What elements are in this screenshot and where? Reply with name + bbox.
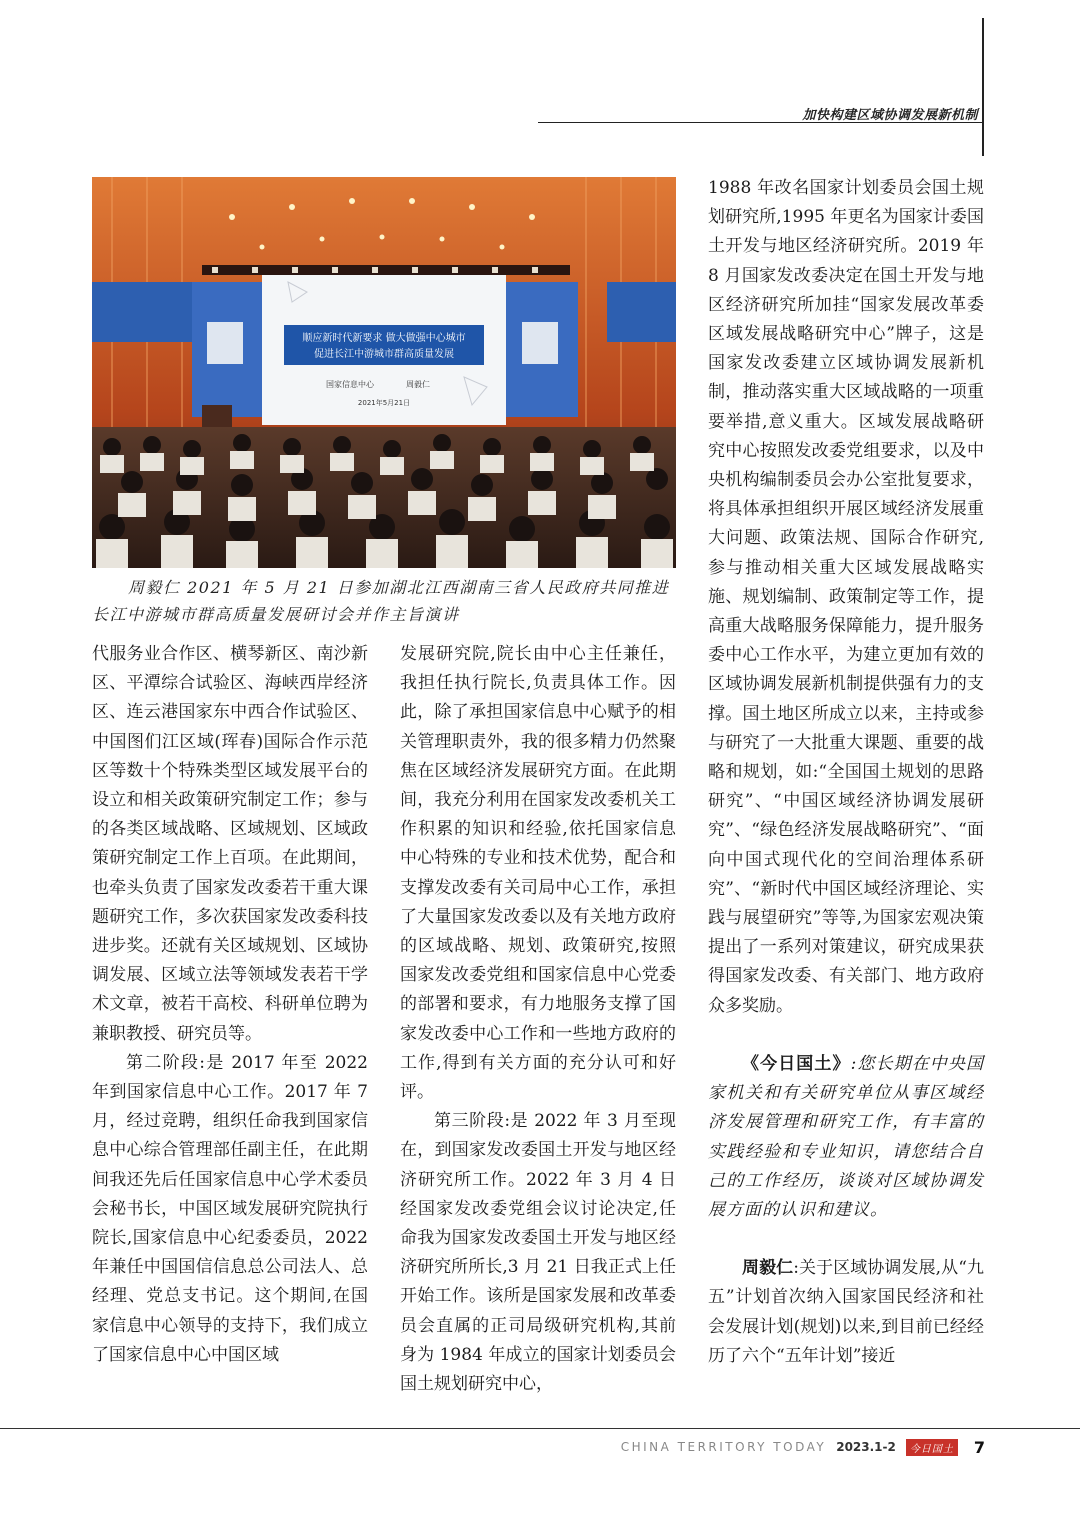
screen-date: 2021年5月21日 xyxy=(357,399,411,407)
paragraph: 第三阶段:是 2022 年 3 月至现在，到国家发改委国土开发与地区经济研究所工作。2022 年 3 月 4 日经国家发改委党组会议讨论决定,任命我为国家发改委国土开发与地区经济研究所所长,3 月 21 日我正式上任开始工作。该所是国家发展和改革委员会直属的正司局级研究机构,其前身为 1984 年成立的国家计划委员会国土规划研究中心， xyxy=(400,1111,676,1395)
text-column-1 xyxy=(92,640,368,1370)
paragraph: 发展研究院,院长由中心主任兼任，我担任执行院长,负责具体工作。因此，除了承担国家信息中心赋予的相关管理职责外，我的很多精力仍然聚焦在区域经济发展研究方面。在此期间，我充分利用在国家发改委机关工作积累的知识和经验,依托国家信息中心特殊的专业和技术优势，配合和支撑发改委有关司局中心工作，承担了大量国家发改委以及有关地方政府的区域战略、规划、政策研究,按照国家发改委党组和国家信息中心党委的部署和要求，有力地服务支撑了国家发改委中心工作和一些地方政府的工作,得到有关方面的充分认可和好评。 xyxy=(400,644,676,1103)
screen-speaker: 周毅仁 xyxy=(406,380,430,389)
page-number: 7 xyxy=(973,1437,985,1457)
section-header: 加快构建区域协调发展新机制 xyxy=(802,108,978,123)
paragraph-spacer xyxy=(708,1225,984,1254)
paragraph: 代服务业合作区、横琴新区、南沙新区、平潭综合试验区、海峡西岸经济区、连云港国家东中西合作试验区、中国图们江区域(珲春)国际合作示范区等数十个特殊类型区域发展平台的设立和相关政策研究制定工作；参与的各类区域战略、区域规划、区域政策研究制定工作上百项。在此期间，也牵头负责了国家发改委若干重大课题研究工作，多次获国家发改委科技进步奖。还就有关区域规划、区域协调发展、区域立法等领域发表若干学术文章，被若干高校、科研单位聘为兼职教授、研究员等。 xyxy=(92,644,368,1044)
issue-number: 2023.1-2 xyxy=(836,1440,896,1454)
page-footer xyxy=(621,1437,985,1457)
answer-text: :关于区域协调发展,从“九五”计划首次纳入国家国民经济和社会发展计划(规划)以来,到目前已经经历了六个“五年计划”接近 xyxy=(708,1258,984,1366)
paragraph: 第二阶段:是 2017 年至 2022 年到国家信息中心工作。2017 年 7 月，经过竞聘，组织任命我到国家信息中心综合管理部任副主任，在此期间我还先后任国家信息中心学术委员会秘书长，中国区域发展研究院执行院长,国家信息中心纪委委员，2022 年兼任中国国信信息总公司法人、总经理、党总支书记。这个期间,在国家信息中心领导的支持下，我们成立了国家信息中心中国区域 xyxy=(92,1052,368,1365)
header-vertical-rule xyxy=(982,18,984,156)
photo-caption: 周毅仁 2021 年 5 月 21 日参加湖北江西湖南三省人民政府共同推进长江中游城市群高质量发展研讨会并作主旨演讲 xyxy=(92,578,670,624)
screen-organization: 国家信息中心 xyxy=(326,380,374,389)
question-label: 《今日国土》 xyxy=(742,1053,851,1074)
interview-question xyxy=(708,1050,984,1225)
paragraph: 1988 年改名国家计划委员会国土规划研究所,1995 年更名为国家计委国土开发与地区经济研究所。2019 年 8 月国家发改委决定在国土开发与地区经济研究所加挂“国家发展改革委区域发展战略研究中心”牌子，这是国家发改委建立区域协调发展新机制，推动落实重大区域战略的一项重要举措,意义重大。区域发展战略研究中心按照发改委党组要求，以及中央机构编制委员会办公室批复要求，将具体承担组织开展区域经济发展重大问题、政策法规、国际合作研究,参与推动相关重大区域发展战略实施、规划编制、政策制定等工作，提高重大战略服务保障能力，提升服务委中心工作水平，为建立更加有效的区域协调发展新机制提供强有力的支撑。国土地区所成立以来，主持或参与研究了一大批重大课题、重要的战略和规划，如:“全国国土规划的思路研究”、“中国区域经济协调发展研究”、“绿色经济发展战略研究”、“面向中国式现代化的空间治理体系研究”、“新时代中国区域经济理论、实践与展望研究”等等,为国家宏观决策提出了一系列对策建议，研究成果获得国家发改委、有关部门、地方政府众多奖励。 xyxy=(708,178,984,1016)
screen-title-line-1: 顺应新时代新要求 做大做强中心城市 xyxy=(302,333,466,344)
magazine-logo: 今日国土 xyxy=(906,1439,958,1456)
interview-answer xyxy=(708,1254,984,1371)
footer-rule xyxy=(0,1428,1080,1429)
answer-label: 周毅仁 xyxy=(742,1258,794,1279)
paragraph-spacer xyxy=(708,1021,984,1050)
conference-photo xyxy=(92,177,676,568)
magazine-name: CHINA TERRITORY TODAY xyxy=(620,1440,827,1454)
question-text: :您长期在中央国家机关和有关研究单位从事区域经济发展管理和研究工作，有丰富的实践经验和专业知识，请您结合自己的工作经历，谈谈对区域协调发展方面的认识和建议。 xyxy=(708,1053,985,1220)
text-column-2 xyxy=(400,640,676,1399)
screen-title-line-2: 促进长江中游城市群高质量发展 xyxy=(314,349,454,360)
text-column-3 xyxy=(708,174,984,1371)
